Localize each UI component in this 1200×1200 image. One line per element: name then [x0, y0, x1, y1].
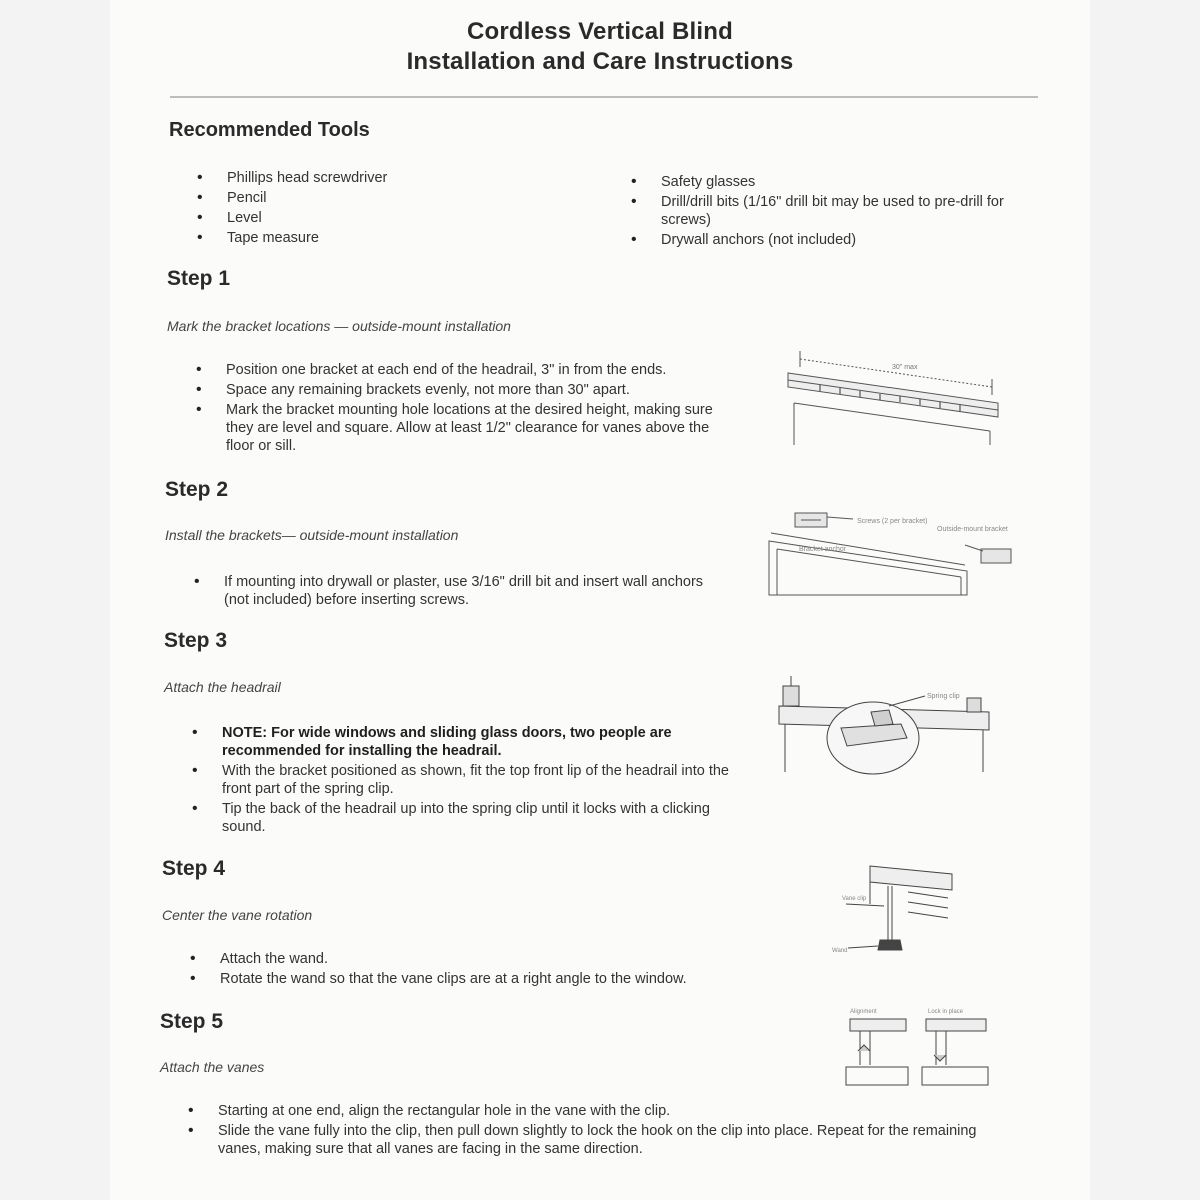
step1-heading: Step 1: [167, 267, 231, 290]
step4-wand-diagram: [828, 862, 958, 957]
step1-headrail-diagram: [780, 345, 1010, 445]
list-item: • Phillips head screwdriver: [197, 169, 577, 187]
spring-clip-label: Spring clip: [927, 693, 960, 700]
list-item: • Position one bracket at each end of the headrail, 3" in from the ends.: [196, 361, 741, 379]
step2-list: [194, 573, 714, 611]
tools-heading: Recommended Tools: [169, 119, 370, 141]
bracket-label: Outside-mount bracket: [937, 526, 1008, 533]
list-item: • Rotate the wand so that the vane clips are at a right angle to the window.: [190, 970, 750, 988]
list-item: • Safety glasses: [631, 173, 1031, 191]
list-item: • Tape measure: [197, 229, 577, 247]
list-item: • Drill/drill bits (1/16" drill bit may be used to pre-drill for screws): [631, 193, 1031, 229]
list-item: • Level: [197, 209, 577, 227]
step5-heading: Step 5: [160, 1010, 224, 1033]
wand-label: Wand: [832, 948, 848, 954]
note-text: NOTE: For wide windows and sliding glass doors, two people are recommended for installing the headrail.: [222, 725, 672, 759]
step2-subtitle: Install the brackets— outside-mount installation: [165, 527, 459, 543]
lock-label: Lock in place: [928, 1009, 964, 1015]
list-item: • If mounting into drywall or plaster, use 3/16" drill bit and insert wall anchors (not included) before inserting screws.: [194, 573, 714, 609]
list-item: [192, 724, 732, 760]
step1-subtitle: Mark the bracket locations — outside-mount installation: [167, 318, 511, 334]
list-item: • Space any remaining brackets evenly, not more than 30" apart.: [196, 381, 741, 399]
list-item: • Mark the bracket mounting hole locations at the desired height, making sure they are level and square. Allow at least 1/2" clearance for vanes above the floor or sill.: [196, 401, 741, 455]
alignment-label: Alignment: [850, 1009, 877, 1015]
step3-list: [192, 724, 732, 838]
anchor-label: Bracket anchor: [799, 546, 847, 553]
dimension-label: 30" max: [892, 364, 918, 371]
step5-subtitle: Attach the vanes: [160, 1059, 265, 1075]
tools-list-left: [197, 169, 577, 249]
document-title-line2: Installation and Care Instructions: [406, 48, 794, 75]
tools-list-right: [631, 173, 1031, 251]
step1-list: [196, 361, 741, 457]
step3-headrail-clip-diagram: [775, 672, 995, 777]
step2-bracket-diagram: [765, 505, 1025, 600]
step5-list: [188, 1102, 998, 1160]
step4-heading: Step 4: [162, 857, 226, 880]
list-item: • With the bracket positioned as shown, fit the top front lip of the headrail into the front part of the spring clip.: [192, 762, 732, 798]
vane-clip-label: Vane clip: [842, 896, 867, 902]
step2-heading: Step 2: [165, 478, 229, 501]
list-item: • Pencil: [197, 189, 577, 207]
title-divider: [170, 96, 1038, 98]
screws-label: Screws (2 per bracket): [857, 518, 928, 525]
list-item: • Slide the vane fully into the clip, then pull down slightly to lock the hook on the clip into place. Repeat for the remaining vanes, making sure that all vanes are facing in the same direction.: [188, 1122, 998, 1158]
step4-subtitle: Center the vane rotation: [162, 907, 313, 923]
step4-list: [190, 950, 750, 990]
step3-subtitle: Attach the headrail: [164, 679, 281, 695]
list-item: • Attach the wand.: [190, 950, 750, 968]
step5-vane-diagram: [840, 1005, 995, 1090]
step3-heading: Step 3: [164, 629, 228, 652]
list-item: • Drywall anchors (not included): [631, 231, 1031, 249]
list-item: • Starting at one end, align the rectangular hole in the vane with the clip.: [188, 1102, 998, 1120]
list-item: • Tip the back of the headrail up into the spring clip until it locks with a clicking sound.: [192, 800, 732, 836]
document-title-line1: Cordless Vertical Blind: [466, 18, 734, 45]
